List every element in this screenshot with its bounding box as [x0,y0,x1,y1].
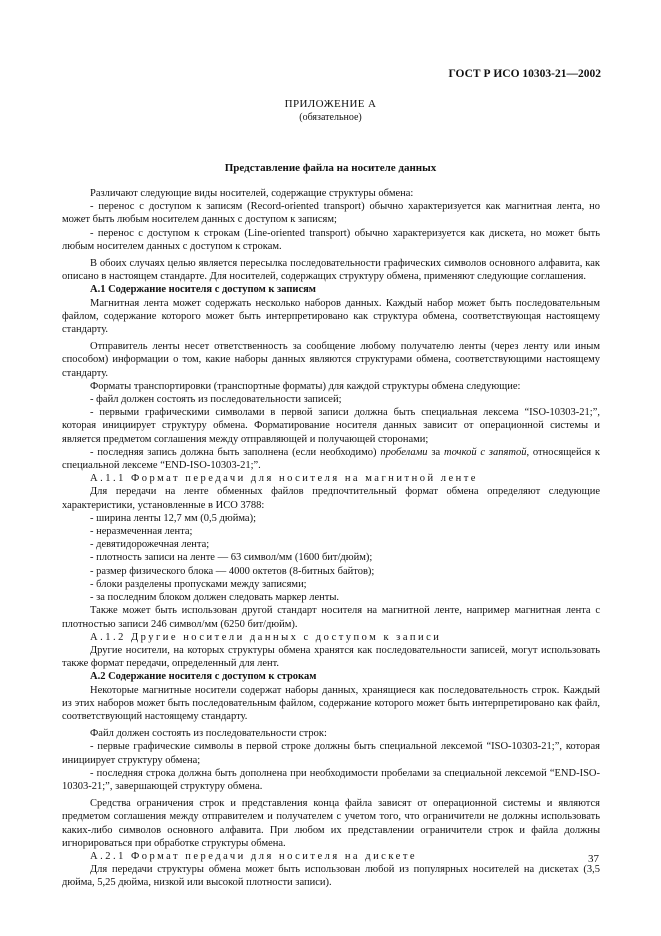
list-item: - файл должен состоять из последовательности записей; [90,394,342,406]
appendix-heading [0,98,661,124]
subsection-heading: A.1.2 Другие носители данных с доступом к записи [90,631,442,643]
paragraph: Форматы транспортировки (транспортные форматы) для каждой структуры обмена следующие: [90,380,521,392]
paragraph: Файл должен состоять из последовательности строк: [90,728,327,740]
text-run: - последняя запись должна быть заполнена (если необходимо) [90,446,381,458]
paragraph: Различают следующие виды носителей, содержащие структуры обмена: [90,188,414,199]
appendix-title: ПРИЛОЖЕНИЕ А [284,98,377,110]
list-item: - последняя строка должна быть дополнена при необходимости пробелами за специальной лексемой “END-ISO-10303-21;”, завершающей структуру обмена. [62,767,600,792]
paragraph: Другие носители, на которых структуры обмена хранятся как последовательности записей, могут использовать также формат передачи, определенный для лент. [62,644,600,670]
list-item: - размер физического блока — 4000 октетов (8-битных байтов); [90,565,375,577]
list-item: - блоки разделены пропусками между записями; [90,578,307,590]
list-item: - плотность записи на ленте — 63 символ/мм (1600 бит/дюйм); [90,552,373,564]
list-item: - неразмеченная лента; [90,526,193,538]
subsection-heading: А.2 Содержание носителя с доступом к строкам [90,671,317,683]
paragraph: Некоторые магнитные носители содержат наборы данных, хранящиеся как последовательность строк. Каждый из этих наборов может быть последовательным файлом, содержание которого может быть интерпретировано как файл, соответствующий настоящему стандарту. [62,684,600,722]
italic-text: точкой с запятой [444,446,527,458]
text-run: , относящейся к специальной лексеме “END-ISO-10303-21;”. [62,446,600,472]
list-item: - перенос с доступом к строкам (Line-oriented transport) обычно характеризуется как дискета, но может быть любым носителем данных с доступом к строкам. [62,227,600,252]
list-item: - первыми графическими символами в первой записи должна быть специальная лексема “ISO-10303-21;”, которая инициирует структуру обмена. Форматирование носителя данных зависит от операционной системы и является предметом соглашения между отправляющей и получающей сторонами; [62,407,600,445]
list-item [62,446,600,472]
section-title: Представление файла на носителе данных [224,162,437,174]
paragraph: Для передачи на ленте обменных файлов предпочтительный формат обмена определяют следующие характеристики, установленные в ИСО 3788: [62,486,600,511]
standard-header: ГОСТ Р ИСО 10303-21—2002 [448,68,601,80]
paragraph: В обоих случаях целью является пересылка последовательности графических символов основного алфавита, как описано в настоящем стандарте. Для носителей, содержащих структуру обмена, применяют следующие соглашения. [62,258,600,283]
list-item: - первые графические символы в первой строке должны быть специальной лексемой “ISO-10303-21;”, которая инициирует структуру обмена; [62,741,600,766]
paragraph: Магнитная лента может содержать несколько наборов данных. Каждый набор может быть последовательным файлом, содержание которого может быть интерпретировано как структура обмена, соответствующая настоящему стандарту. [62,297,600,336]
list-item: - перенос с доступом к записям (Record-oriented transport) обычно характеризуется как магнитная лента, но может быть любым носителем данных с доступом к записям; [62,201,600,226]
italic-text: пробелами [380,446,428,458]
list-item: - ширина ленты 12,7 мм (0,5 дюйма); [90,512,257,524]
subsection-heading: A.1.1 Формат передачи для носителя на магнитной ленте [90,473,478,485]
list-item: - девятидорожечная лента; [90,539,210,551]
page-number: 37 [588,853,599,865]
subsection-heading: A.2.1 Формат передачи для носителя на дискете [90,850,418,862]
paragraph: Также может быть использован другой стандарт носителя на магнитной ленте, например магнитная лента с плотностью записи 246 символ/мм (6250 бит/дюйм). [62,605,600,630]
appendix-subtitle: (обязательное) [299,112,362,124]
paragraph: Для передачи структуры обмена может быть использован любой из популярных носителей на дискетах (3,5 дюйма, 5,25 дюйма, низкой или высокой плотности записи). [62,864,600,889]
paragraph: Средства ограничения строк и представления конца файла зависят от операционной системы и являются предметом соглашения между отправителем и получателем с учетом того, что ограничители не должны использовать каких-либо символов основного алфавита. При любом их представлении ограничители строк и файла должны игнорироваться при обработке структуры обмена. [62,798,600,849]
subsection-heading: А.1 Содержание носителя с доступом к записям [90,284,316,296]
text-run: за [427,446,444,458]
paragraph: Отправитель ленты несет ответственность за сообщение любому получателю ленты (через ленту или иным способом) информации о том, какие наборы данных являются структурами обмена, соответствующими настоящему стандарту. [62,341,600,379]
document-body [62,187,600,890]
list-item: - за последним блоком должен следовать маркер ленты. [90,592,340,604]
